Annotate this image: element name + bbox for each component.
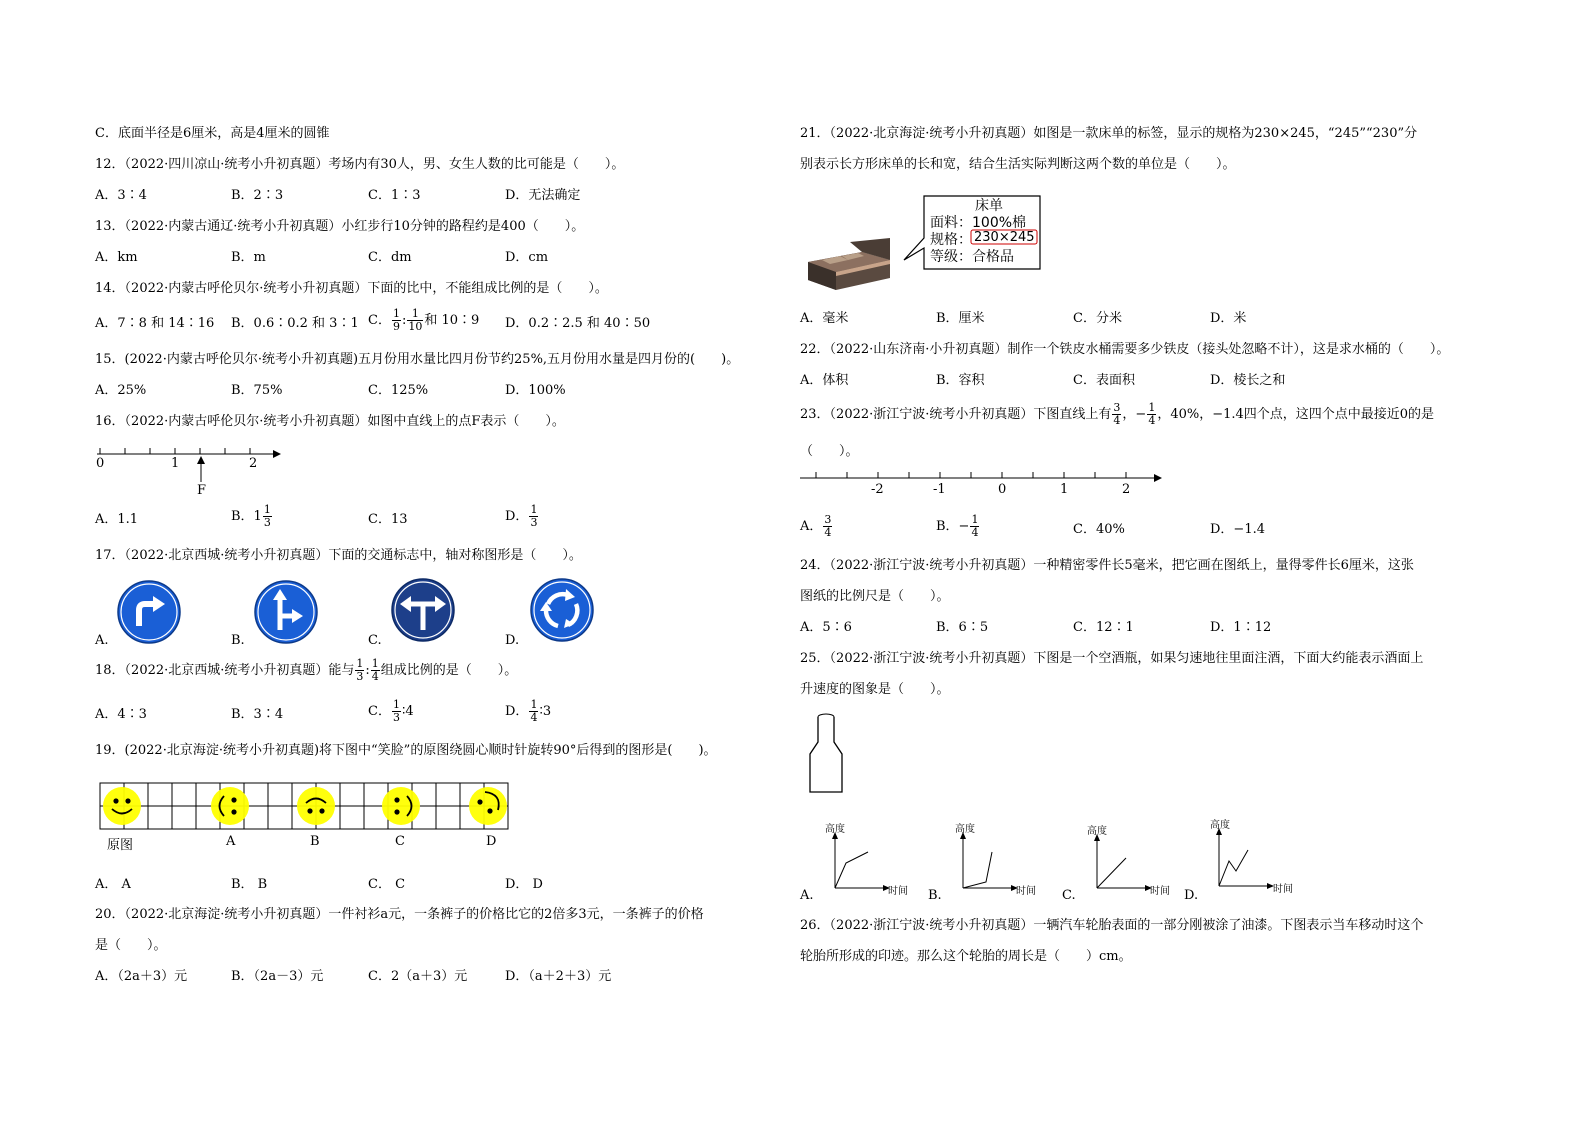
- bed-label-fabric: 面料：100%棉: [930, 215, 1027, 231]
- q12-option-a[interactable]: A．3∶4: [95, 188, 147, 203]
- q20-option-d[interactable]: D．（a＋2＋3）元: [505, 969, 612, 984]
- q12-option-b[interactable]: B．2∶3: [231, 188, 284, 203]
- q18-options: [95, 698, 775, 724]
- q23-options: [800, 513, 1490, 539]
- q16-option-d[interactable]: [505, 504, 539, 529]
- q20-option-c[interactable]: C．2（a＋3）元: [368, 969, 468, 984]
- q19-option-b[interactable]: B． B: [231, 877, 268, 892]
- q13-option-d[interactable]: D．cm: [505, 250, 549, 265]
- q16-tick-0: 0: [96, 456, 105, 471]
- q23-option-a[interactable]: [800, 514, 833, 539]
- bed-label-title: 床单: [975, 198, 1003, 214]
- q19-label-original: 原图: [107, 838, 134, 853]
- q23-tick-minus2: -2: [871, 482, 884, 497]
- q24-option-c[interactable]: C．12∶1: [1073, 620, 1134, 635]
- q23-option-a-prefix: A．: [800, 519, 823, 534]
- q25-label-a[interactable]: A.: [800, 888, 814, 903]
- q17-label-b[interactable]: B.: [231, 633, 245, 648]
- q22-options: [800, 373, 1490, 389]
- q22-option-b[interactable]: B．容积: [936, 373, 985, 388]
- q25-stem-line1: 25．（2022·浙江宁波·统考小升初真题）下图是一个空酒瓶，如果匀速地往里面注酒，下面大约能表示酒面上: [800, 651, 1424, 666]
- q23-option-c[interactable]: C．40%: [1073, 522, 1125, 537]
- q23-tick-minus1: -1: [933, 482, 946, 497]
- q16-option-d-prefix: D．: [505, 509, 529, 524]
- q25-label-b[interactable]: B.: [928, 888, 942, 903]
- q26-stem-line2: 轮胎所形成的印迹。那么这个轮胎的周长是（ ）cm。: [800, 949, 1132, 964]
- q18-stem-prefix: 18．（2022·北京西城·统考小升初真题）能与: [95, 663, 355, 678]
- q22-option-a[interactable]: A．体积: [800, 373, 849, 388]
- fraction: $\frac{1}{3}$: [263, 503, 271, 529]
- q19-label-d: D: [486, 834, 497, 849]
- q19-smiley-grid: [99, 780, 511, 832]
- fraction: $\frac{1}{9}$: [392, 307, 400, 333]
- q20-option-a[interactable]: A．（2a＋3）元: [95, 969, 188, 984]
- fraction: $\frac{3}{4}$: [824, 513, 832, 539]
- q25-stem-line2: 升速度的图象是（ ）。: [800, 682, 950, 697]
- bed-label-spec-value: 230×245: [974, 230, 1035, 245]
- q15-option-a[interactable]: A．25%: [95, 383, 147, 398]
- q25-label-d[interactable]: D.: [1184, 888, 1199, 903]
- q25-label-c[interactable]: C.: [1062, 888, 1076, 903]
- q16-option-b-prefix: B．1: [231, 509, 262, 524]
- q17-label-c[interactable]: C.: [368, 633, 382, 648]
- smiley-c-icon: [382, 787, 420, 825]
- q16-number-line: [95, 440, 295, 502]
- fraction: $\frac{3}{4}$: [1113, 401, 1121, 427]
- smiley-d-icon: [469, 787, 507, 825]
- q19-option-d[interactable]: D． D: [505, 877, 543, 892]
- q24-stem-line1: 24．（2022·浙江宁波·统考小升初真题）一种精密零件长5毫米，把它画在图纸上，量得零件长6厘米，这张: [800, 558, 1414, 573]
- q16-tick-2: 2: [249, 456, 258, 471]
- fraction: $\frac{1}{3}$: [530, 503, 538, 529]
- q16-option-a[interactable]: A．1.1: [95, 512, 139, 527]
- q16-tick-1: 1: [171, 456, 180, 471]
- q12-options: [95, 188, 775, 204]
- q15-option-c[interactable]: C．125%: [368, 383, 429, 398]
- q13-options: [95, 250, 775, 266]
- q13-option-b[interactable]: B．m: [231, 250, 266, 265]
- q12-stem: 12．（2022·四川凉山·统考小升初真题）考场内有30人，男、女生人数的比可能是（ ）。: [95, 157, 625, 172]
- q23-stem-line2: （ ）。: [800, 444, 859, 459]
- graph-b-ylabel: 高度: [955, 824, 975, 835]
- q19-option-a[interactable]: A． A: [95, 877, 131, 892]
- q12-option-d[interactable]: D．无法确定: [505, 188, 581, 203]
- graph-c-ylabel: 高度: [1087, 826, 1107, 837]
- q18-option-d-prefix: D．: [505, 704, 529, 719]
- q21-option-b[interactable]: B．厘米: [936, 311, 985, 326]
- empty-bottle-icon: [806, 712, 848, 796]
- q14-option-c-suffix: 和 10∶9: [424, 313, 480, 328]
- q15-stem: 15．(2022·内蒙古呼伦贝尔·统考小升初真题)五月份用水量比四月份节约25%,五月份用水量是四月份的( )。: [95, 352, 740, 367]
- q19-stem: 19．(2022·北京海淀·统考小升初真题)将下图中“笑脸”的原图绕圆心顺时针旋转90°后得到的图形是( )。: [95, 743, 717, 758]
- fraction: $\frac{1}{4}$: [530, 698, 538, 724]
- q16-options: [95, 503, 775, 529]
- graph-b-xlabel: 时间: [1016, 886, 1036, 897]
- smiley-a-icon: [211, 787, 249, 825]
- q16-option-c[interactable]: C．13: [368, 512, 408, 527]
- graph-c-xlabel: 时间: [1150, 886, 1170, 897]
- q18-stem-suffix: 组成比例的是（ ）。: [380, 663, 518, 678]
- q14-stem: 14．（2022·内蒙古呼伦贝尔·统考小升初真题）下面的比中，不能组成比例的是（ ）。: [95, 281, 608, 296]
- smiley-original-icon: [103, 787, 141, 825]
- q21-option-d[interactable]: D．米: [1210, 311, 1247, 326]
- q14-option-b[interactable]: B．0.6∶0.2 和 3∶1: [231, 316, 359, 331]
- q18-option-c[interactable]: [368, 699, 414, 724]
- q14-options: [95, 307, 775, 333]
- q14-option-a[interactable]: A．7∶8 和 14∶16: [95, 316, 215, 331]
- q14-option-d[interactable]: D．0.2∶2.5 和 40∶50: [505, 316, 651, 331]
- q18-option-c-suffix: ∶4: [401, 704, 414, 719]
- q21-option-c[interactable]: C．分米: [1073, 311, 1122, 326]
- q19-label-c: C: [395, 834, 405, 849]
- fraction: $\frac{1}{10}$: [408, 307, 423, 333]
- bed-image-icon: [802, 232, 894, 294]
- fraction: $\frac{1}{4}$: [1148, 401, 1156, 427]
- q17-stem: 17．（2022·北京西城·统考小升初真题）下面的交通标志中，轴对称图形是（ ）。: [95, 548, 582, 563]
- fraction: $\frac{1}{4}$: [371, 657, 379, 683]
- q19-label-a: A: [226, 834, 236, 849]
- q15-options: [95, 383, 775, 399]
- q21-options: [800, 311, 1490, 327]
- q16-stem: 16．（2022·内蒙古呼伦贝尔·统考小升初真题）如图中直线上的点F表示（ ）。: [95, 414, 565, 429]
- q23-option-b-prefix: B．−: [936, 519, 970, 534]
- q19-option-c[interactable]: C． C: [368, 877, 406, 892]
- q22-option-c[interactable]: C．表面积: [1073, 373, 1135, 388]
- q24-option-b[interactable]: B．6∶5: [936, 620, 989, 635]
- q21-option-a[interactable]: A．毫米: [800, 311, 849, 326]
- bed-label-spec-key: 规格：: [930, 232, 972, 248]
- q23-stem: [800, 402, 1434, 427]
- q18-option-a[interactable]: A．4∶3: [95, 707, 147, 722]
- q18-option-b[interactable]: B．3∶4: [231, 707, 284, 722]
- q18-option-d-suffix: ∶3: [539, 704, 552, 719]
- graph-a-ylabel: 高度: [825, 824, 845, 835]
- sign-straight-or-right-icon: [254, 580, 318, 644]
- q19-options: [95, 877, 775, 893]
- q20-option-b[interactable]: B．（2a－3）元: [231, 969, 324, 984]
- graph-a-xlabel: 时间: [888, 886, 908, 897]
- q16-option-b[interactable]: [231, 504, 273, 529]
- q17-label-d[interactable]: D.: [505, 633, 520, 648]
- q15-option-d[interactable]: D．100%: [505, 383, 566, 398]
- sign-left-or-right-icon: [391, 578, 455, 642]
- q18-stem: 18．（2022·北京西城·统考小升初真题）能与 $\frac{1}{3}$ : $\frac{1}{4}$ 组成比例的是（ ）。: [95, 657, 518, 683]
- q20-stem-line1: 20．（2022·北京海淀·统考小升初真题）一件衬衫a元，一条裤子的价格比它的2倍多3元，一条裤子的价格: [95, 907, 704, 922]
- q13-option-a[interactable]: A．km: [95, 250, 138, 265]
- q21-stem-line2: 别表示长方形床单的长和宽，结合生活实际判断这两个数的单位是（ ）。: [800, 157, 1236, 172]
- q23-option-b[interactable]: [936, 514, 980, 539]
- q24-option-d[interactable]: D．1∶12: [1210, 620, 1272, 635]
- q22-option-d[interactable]: D．棱长之和: [1210, 373, 1286, 388]
- sign-roundabout-icon: [528, 578, 596, 642]
- q13-option-c[interactable]: C．dm: [368, 250, 412, 265]
- q23-stem-middle: ，−: [1122, 407, 1147, 422]
- q19-label-b: B: [310, 834, 320, 849]
- q23-tick-2: 2: [1122, 482, 1131, 497]
- q11-option-c: C．底面半径是6厘米，高是4厘米的圆锥: [95, 126, 330, 141]
- fraction: $\frac{1}{4}$: [971, 513, 979, 539]
- q18-option-c-prefix: C．: [368, 704, 391, 719]
- q16-point-label: F: [197, 483, 207, 498]
- q23-option-d[interactable]: D．−1.4: [1210, 522, 1265, 537]
- q13-stem: 13．（2022·内蒙古通辽·统考小升初真题）小红步行10分钟的路程约是400（ ）。: [95, 219, 585, 234]
- q14-option-c-prefix: C．: [368, 313, 391, 328]
- q23-stem-prefix: 23．（2022·浙江宁波·统考小升初真题）下图直线上有: [800, 407, 1112, 422]
- fraction: $\frac{1}{3}$: [392, 698, 400, 724]
- q14-option-c[interactable]: C． $\frac{1}{9}$ : $\frac{1}{10}$ 和 10∶9: [368, 307, 480, 333]
- q23-tick-1: 1: [1060, 482, 1069, 497]
- q18-option-d[interactable]: [505, 699, 551, 724]
- q15-option-b[interactable]: B．75%: [231, 383, 283, 398]
- graph-d-ylabel: 高度: [1210, 820, 1230, 831]
- q20-options: [95, 969, 775, 985]
- q24-stem-line2: 图纸的比例尺是（ ）。: [800, 589, 950, 604]
- bed-label-grade: 等级：合格品: [930, 249, 1014, 265]
- q12-option-c[interactable]: C．1∶3: [368, 188, 421, 203]
- q22-stem: 22．（2022·山东济南·小升初真题）制作一个铁皮水桶需要多少铁皮（接头处忽略不计），这是求水桶的（ ）。: [800, 342, 1450, 357]
- smiley-b-icon: [297, 787, 335, 825]
- q23-tick-0: 0: [998, 482, 1007, 497]
- q21-stem-line1: 21．（2022·北京海淀·统考小升初真题）如图是一款床单的标签，显示的规格为230×245，“245”“230”分: [800, 126, 1418, 141]
- q20-stem-line2: 是（ ）。: [95, 938, 167, 953]
- q23-stem-suffix: ，40%，−1.4四个点，这四个点中最接近0的是: [1157, 407, 1435, 422]
- sign-turn-right-icon: [117, 580, 181, 644]
- q24-options: [800, 620, 1490, 636]
- q24-option-a[interactable]: A．5∶6: [800, 620, 852, 635]
- q23-number-line: [800, 468, 1170, 488]
- fraction: $\frac{1}{3}$: [356, 657, 364, 683]
- q17-label-a[interactable]: A.: [95, 633, 109, 648]
- q26-stem-line1: 26．（2022·浙江宁波·统考小升初真题）一辆汽车轮胎表面的一部分刚被涂了油漆。下图表示当车移动时这个: [800, 918, 1424, 933]
- graph-d-xlabel: 时间: [1273, 884, 1293, 895]
